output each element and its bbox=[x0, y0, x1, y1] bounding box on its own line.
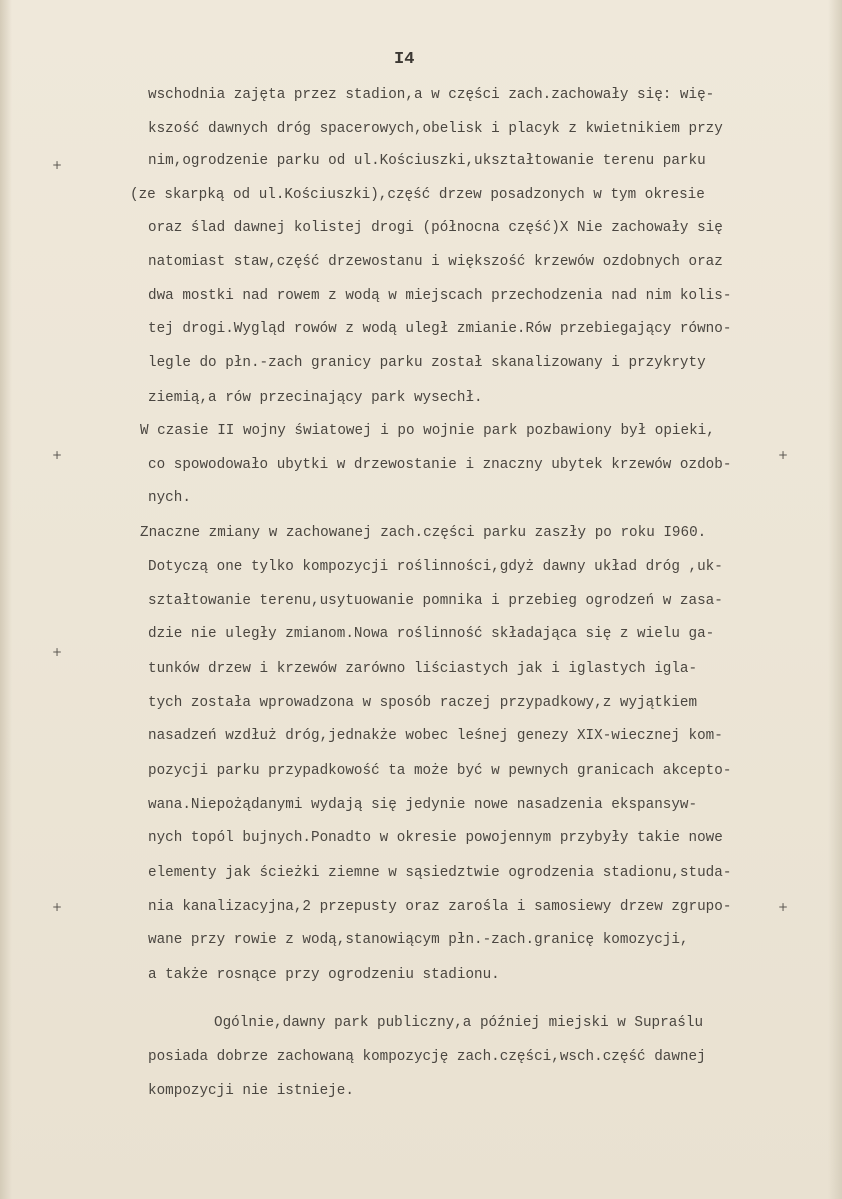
text-line: nim,ogrodzenie parku od ul.Kościuszki,ukształtowanie terenu parku bbox=[148, 153, 706, 169]
page-number: I4 bbox=[394, 50, 415, 69]
text-line: wana.Niepożądanymi wydają się jedynie nowe nasadzenia ekspansyw- bbox=[148, 797, 698, 813]
text-line: tej drogi.Wygląd rowów z wodą uległ zmianie.Rów przebiegający równo- bbox=[148, 321, 732, 337]
text-line: nia kanalizacyjna,2 przepusty oraz zarośla i samosiewy drzew zgrupo- bbox=[148, 899, 732, 915]
text-line: W czasie II wojny światowej i po wojnie park pozbawiony był opieki, bbox=[140, 423, 715, 439]
text-line: a także rosnące przy ogrodzeniu stadionu. bbox=[148, 967, 500, 983]
margin-mark: + bbox=[52, 645, 63, 659]
text-line: nych topól bujnych.Ponadto w okresie powojennym przybyły takie nowe bbox=[148, 830, 723, 846]
margin-mark: + bbox=[52, 448, 63, 462]
text-line: ształtowanie terenu,usytuowanie pomnika i przebieg ogrodzeń w zasa- bbox=[148, 593, 723, 609]
text-line: dzie nie uległy zmianom.Nowa roślinność składająca się z wielu ga- bbox=[148, 626, 715, 642]
text-line: tunków drzew i krzewów zarówno liściastych jak i iglastych igla- bbox=[148, 661, 698, 677]
text-line: nasadzeń wzdłuż dróg,jednakże wobec leśnej genezy XIX-wiecznej kom- bbox=[148, 728, 723, 744]
text-line: legle do płn.-zach granicy parku został skanalizowany i przykryty bbox=[148, 355, 706, 371]
text-line: nych. bbox=[148, 490, 191, 506]
text-line: (ze skarpką od ul.Kościuszki),część drzew posadzonych w tym okresie bbox=[130, 187, 705, 203]
margin-mark: + bbox=[52, 158, 63, 172]
text-line: Ogólnie,dawny park publiczny,a później miejski w Supraślu bbox=[214, 1015, 704, 1031]
text-line: dwa mostki nad rowem z wodą w miejscach przechodzenia nad nim kolis- bbox=[148, 288, 732, 304]
page-edge-right bbox=[828, 0, 842, 1199]
text-line: wschodnia zajęta przez stadion,a w części zach.zachowały się: wię- bbox=[148, 87, 715, 103]
text-line: natomiast staw,część drzewostanu i większość krzewów ozdobnych oraz bbox=[148, 254, 723, 270]
text-line: pozycji parku przypadkowość ta może być w pewnych granicach akcepto- bbox=[148, 763, 732, 779]
text-line: kszość dawnych dróg spacerowych,obelisk i placyk z kwietnikiem przy bbox=[148, 121, 723, 137]
text-line: Znaczne zmiany w zachowanej zach.części parku zaszły po roku I960. bbox=[140, 525, 707, 541]
text-line: tych została wprowadzona w sposób raczej przypadkowy,z wyjątkiem bbox=[148, 695, 698, 711]
text-line: Dotyczą one tylko kompozycji roślinności,gdyż dawny układ dróg ,uk- bbox=[148, 559, 723, 575]
text-line: ziemią,a rów przecinający park wysechł. bbox=[148, 390, 483, 406]
margin-mark: + bbox=[778, 448, 789, 462]
margin-mark: + bbox=[778, 900, 789, 914]
text-line: co spowodowało ubytki w drzewostanie i znaczny ubytek krzewów ozdob- bbox=[148, 457, 732, 473]
text-line: kompozycji nie istnieje. bbox=[148, 1083, 354, 1099]
margin-mark: + bbox=[52, 900, 63, 914]
page-edge-left bbox=[0, 0, 12, 1199]
text-line: wane przy rowie z wodą,stanowiącym płn.-zach.granicę komozycji, bbox=[148, 932, 689, 948]
text-line: elementy jak ścieżki ziemne w sąsiedztwie ogrodzenia stadionu,studa- bbox=[148, 865, 732, 881]
text-line: oraz ślad dawnej kolistej drogi (północna część)X Nie zachowały się bbox=[148, 220, 723, 236]
text-line: posiada dobrze zachowaną kompozycję zach.części,wsch.część dawnej bbox=[148, 1049, 706, 1065]
